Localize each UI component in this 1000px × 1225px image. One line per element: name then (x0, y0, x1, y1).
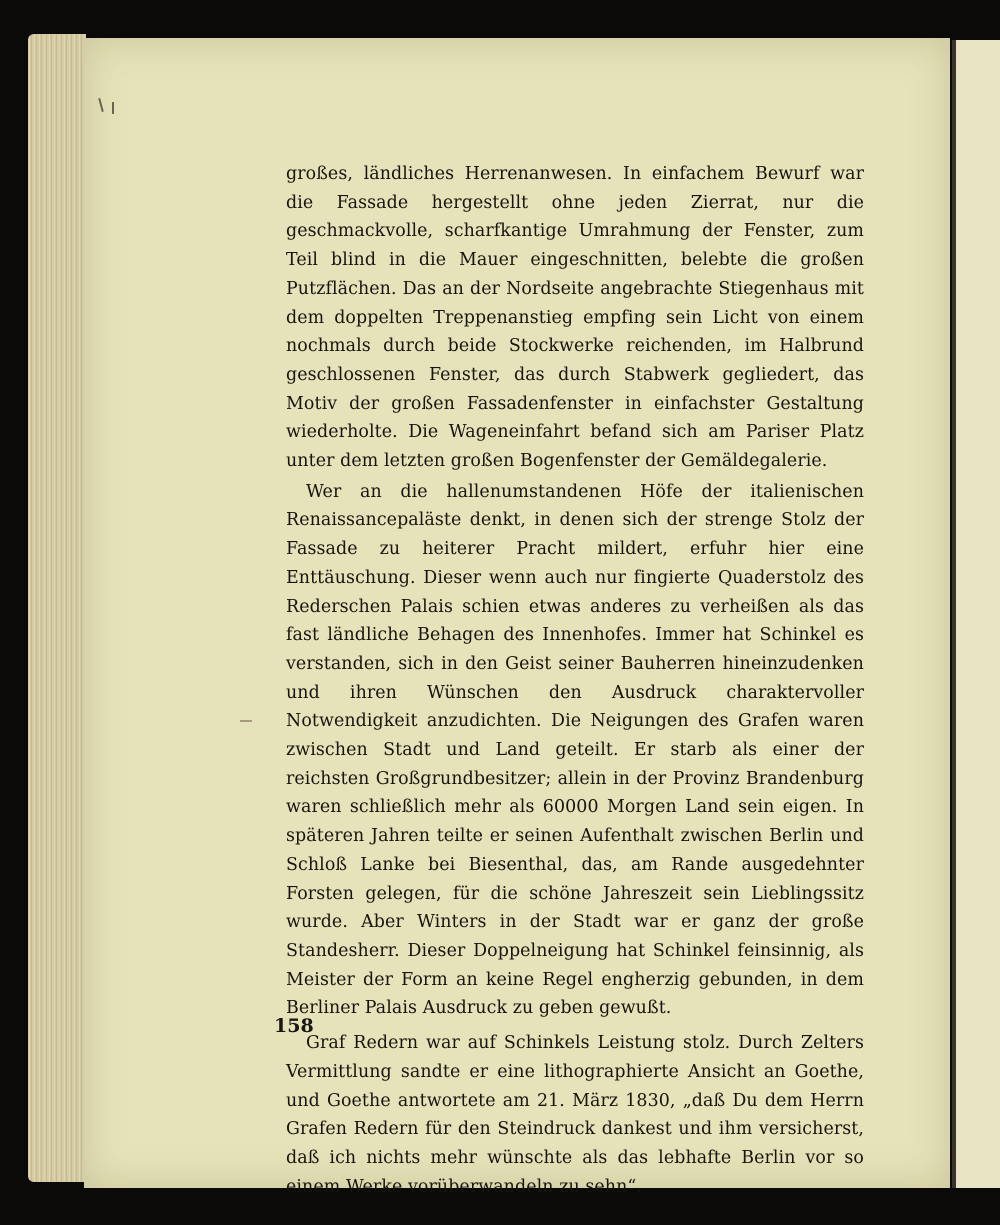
book-page-edges (28, 34, 86, 1182)
paragraph: großes, ländliches Herrenanwesen. In einfachem Bewurf war die Fassade hergestellt ohne jeden Zierrat, nur die geschmackvolle, scharfkantige Umrahmung der Fenster, zum Teil blind in die Mauer eingeschnitten, belebte die großen Putzflächen. Das an der Nordseite angebrachte Stiegenhaus mit dem doppelten Treppenanstieg empfing sein Licht von einem nochmals durch beide Stockwerke reichenden, im Halbrund geschlossenen Fenster, das durch Stabwerk gegliedert, das Motiv der großen Fassadenfenster in einfachster Gestaltung wiederholte. Die Wageneinfahrt befand sich am Pariser Platz unter dem letzten großen Bogenfenster der Gemäldegalerie. (286, 164, 864, 472)
paragraph: Graf Redern war auf Schinkels Leistung stolz. Durch Zelters Vermittlung sandte er eine lithographierte Ansicht an Goethe, und Goethe antwortete am 21. März 1830, „daß Du dem Herrn Grafen Redern für den Steindruck dankest und ihm versicherst, daß ich nichts mehr wünschte als das lebhafte Berlin vor so einem Werke vorüberwandeln zu sehn“. (286, 1033, 864, 1197)
paragraph: Wer an die hallenumstandenen Höfe der italienischen Renaissancepaläste denkt, in denen sich der strenge Stolz der Fassade zu heiterer Pracht mildert, erfuhr hier eine Enttäuschung. Dieser wenn auch nur fingierte Quaderstolz des Rederschen Palais schien etwas anderes zu verheißen als das fast ländliche Behagen des Innenhofes. Immer hat Schinkel es verstanden, sich in den Geist seiner Bauherren hineinzudenken und ihren Wünschen den Ausdruck charaktervoller Notwendigkeit anzudichten. Die Neigungen des Grafen waren zwischen Stadt und Land geteilt. Er starb als einer der reichsten Großgrundbesitzer; allein in der Provinz Brandenburg waren schließlich mehr als 60000 Morgen Land sein eigen. In späteren Jahren teilte er seinen Aufenthalt zwischen Berlin und Schloß Lanke bei Biesenthal, das, am Rande ausgedehnter Forsten gelegen, für die schöne Jahreszeit sein Lieblingssitz wurde. Aber Winters in der Stadt war er ganz der große Standesherr. Dieser Doppelneigung hat Schinkel feinsinnig, als Meister der Form an keine Regel engherzig gebunden, in dem Berliner Palais Ausdruck zu geben gewußt. (286, 481, 864, 1019)
body-text (286, 160, 864, 1201)
pencil-mark (240, 720, 252, 722)
pencil-mark (112, 102, 114, 114)
page-number: 158 (274, 1015, 314, 1037)
facing-page-edge (952, 40, 1000, 1188)
